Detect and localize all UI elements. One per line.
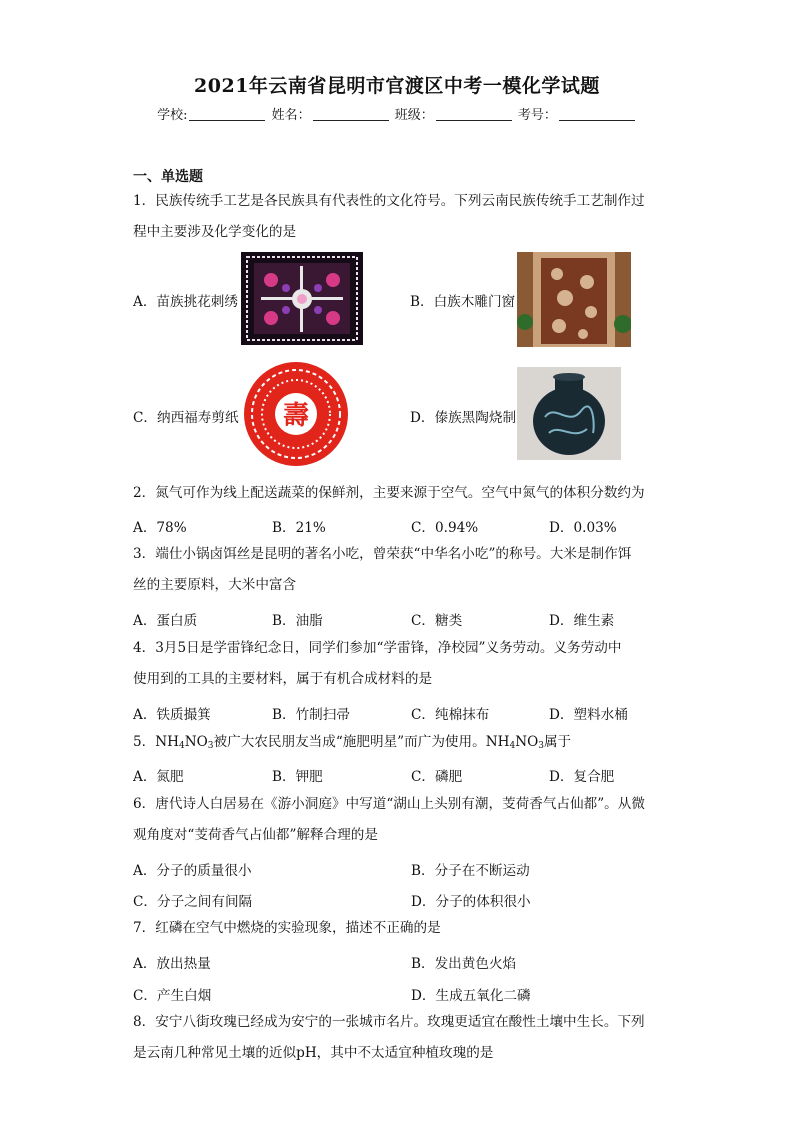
section-heading: 一、单选题 — [133, 169, 203, 185]
question-3-option-a[interactable]: A．蛋白质 — [133, 613, 198, 629]
q5-sub-2: 3 — [207, 741, 214, 751]
question-6-options-row-1 — [133, 859, 693, 881]
student-info-line — [0, 104, 794, 123]
question-6-option-c[interactable]: C．分子之间有间隔 — [133, 894, 253, 910]
question-6-options-row-2 — [133, 890, 693, 912]
question-6-option-d[interactable]: D．分子的体积很小 — [411, 894, 531, 910]
question-4-line-2: 使用到的工具的主要材料，属于有机合成材料的是 — [133, 671, 433, 687]
page-title: 2021年云南省昆明市官渡区中考一模化学试题 — [194, 75, 600, 97]
question-4-options — [133, 703, 693, 725]
papercut-image — [240, 361, 353, 467]
question-5-option-c[interactable]: C．磷肥 — [411, 769, 463, 785]
question-1-option-b[interactable]: B．白族木雕门窗 — [410, 294, 516, 310]
question-6-line-1: 6．唐代诗人白居易在《游小洞庭》中写道“湖山上头别有潮，芰荷香气占仙都”。从微 — [133, 796, 645, 812]
question-7-stem: 7．红磷在空气中燃烧的实验现象，描述不正确的是 — [133, 920, 441, 936]
question-7-options-row-1 — [133, 952, 693, 974]
question-5-stem — [133, 727, 693, 758]
question-3-options — [133, 609, 693, 631]
school-blank[interactable] — [189, 108, 265, 121]
papercut-circle — [240, 361, 353, 467]
class-label: 班级： — [394, 108, 434, 123]
q5-text-5: 属于 — [543, 734, 572, 750]
q5-sub-3: 4 — [509, 741, 516, 751]
question-1-option-d[interactable]: D．傣族黑陶烧制 — [410, 410, 517, 426]
question-1-option-a[interactable]: A．苗族挑花刺绣 — [133, 294, 238, 310]
question-6-option-a[interactable]: A．分子的质量很小 — [133, 863, 252, 879]
question-3-option-d[interactable]: D．维生素 — [549, 613, 615, 629]
question-1-stem — [133, 186, 663, 248]
question-5-options — [133, 765, 693, 787]
black-pottery-image — [517, 367, 621, 460]
question-2-option-d[interactable]: D．0.03% — [549, 520, 617, 536]
q5-text-2: NO — [184, 734, 208, 750]
question-5-option-d[interactable]: D．复合肥 — [549, 769, 615, 785]
question-7-options-row-2 — [133, 984, 693, 1006]
question-4-stem — [133, 633, 663, 695]
question-8-line-1: 8．安宁八街玫瑰已经成为安宁的一张城市名片。玫瑰更适宜在酸性土壤中生长。下列 — [133, 1014, 645, 1030]
question-6-stem — [133, 789, 663, 851]
question-3-option-b[interactable]: B．油脂 — [272, 613, 323, 629]
papercut-character: 壽 — [282, 401, 310, 431]
question-7-option-c[interactable]: C．产生白烟 — [133, 988, 212, 1004]
question-4-option-d[interactable]: D．塑料水桶 — [549, 707, 628, 723]
question-3-option-c[interactable]: C．糖类 — [411, 613, 463, 629]
question-4-option-c[interactable]: C．纯棉抹布 — [411, 707, 490, 723]
question-7-option-d[interactable]: D．生成五氧化二磷 — [411, 988, 531, 1004]
school-label: 学校: — [157, 108, 188, 123]
name-blank[interactable] — [313, 108, 389, 121]
q5-text-1: 5．NH — [133, 734, 179, 750]
question-2-options — [133, 516, 693, 538]
question-6-line-2: 观角度对“芰荷香气占仙都”解释合理的是 — [133, 827, 378, 843]
question-2-option-b[interactable]: B．21% — [272, 520, 326, 536]
question-6-option-b[interactable]: B．分子在不断运动 — [411, 863, 530, 879]
question-5-option-b[interactable]: B．钾肥 — [272, 769, 323, 785]
question-8-stem — [133, 1007, 663, 1069]
question-1-option-c[interactable]: C．纳西福寿剪纸 — [133, 410, 239, 426]
q5-sub-4: 3 — [538, 741, 544, 751]
embroidery-pattern — [241, 252, 363, 345]
question-2-stem: 2．氮气可作为线上配送蔬菜的保鲜剂，主要来源于空气。空气中氮气的体积分数约为 — [133, 485, 645, 501]
question-1-line-2: 程中主要涉及化学变化的是 — [133, 224, 297, 240]
question-4-option-b[interactable]: B．竹制扫帚 — [272, 707, 350, 723]
question-8-line-2: 是云南几种常见土壤的近似pH，其中不太适宜种植玫瑰的是 — [133, 1045, 494, 1061]
question-4-option-a[interactable]: A．铁质撮箕 — [133, 707, 211, 723]
question-7-option-a[interactable]: A．放出热量 — [133, 956, 211, 972]
question-3-line-2: 丝的主要原料，大米中富含 — [133, 577, 297, 593]
exam-no-blank[interactable] — [559, 108, 635, 121]
question-4-line-1: 4．3月5日是学雷锋纪念日，同学们参加“学雷锋，净校园”义务劳动。义务劳动中 — [133, 640, 622, 656]
q5-text-4: NO — [515, 734, 539, 750]
question-3-stem — [133, 539, 663, 601]
question-1-line-1: 1．民族传统手工艺是各民族具有代表性的文化符号。下列云南民族传统手工艺制作过 — [133, 193, 645, 209]
q5-sub-1: 4 — [179, 741, 185, 751]
black-pottery-vase — [517, 367, 621, 460]
name-label: 姓名： — [271, 108, 311, 123]
exam-no-label: 考号： — [517, 108, 557, 123]
class-blank[interactable] — [436, 108, 512, 121]
q5-text-3: 被广大农民朋友当成“施肥明星”而广为使用。NH — [213, 734, 510, 750]
question-3-line-1: 3．端仕小锅卤饵丝是昆明的著名小吃，曾荣获“中华名小吃”的称号。大米是制作饵 — [133, 546, 632, 562]
question-2-option-c[interactable]: C．0.94% — [411, 520, 479, 536]
wood-carving-image — [517, 252, 631, 347]
question-7-option-b[interactable]: B．发出黄色火焰 — [411, 956, 517, 972]
wood-carving-door — [517, 252, 631, 347]
embroidery-image — [241, 252, 363, 345]
question-5-option-a[interactable]: A．氮肥 — [133, 769, 184, 785]
question-2-option-a[interactable]: A．78% — [133, 520, 187, 536]
